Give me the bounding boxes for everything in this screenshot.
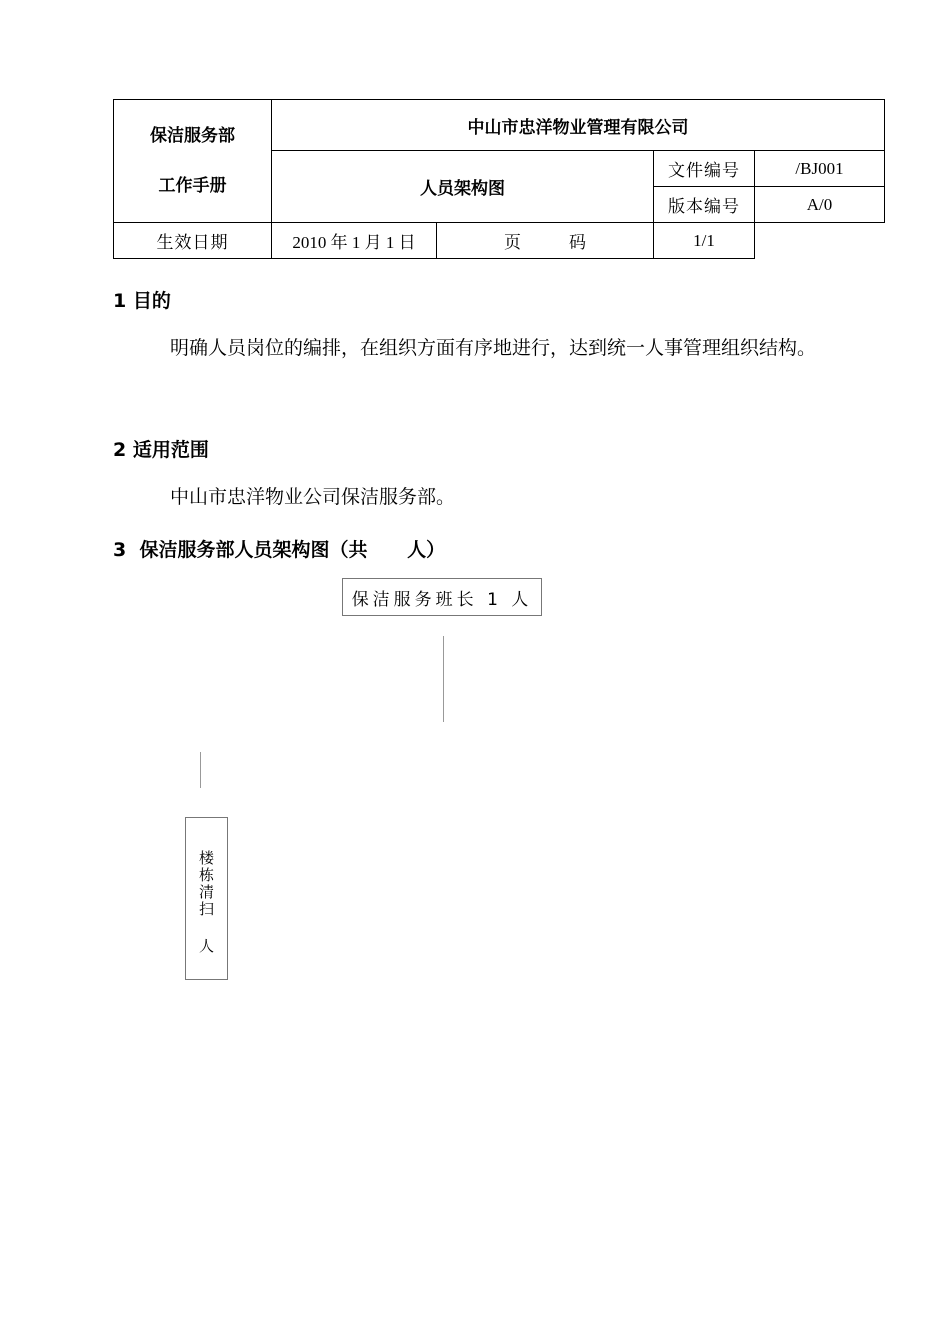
- effective-date-label: 生效日期: [114, 223, 272, 259]
- doc-number-label: 文件编号: [654, 151, 755, 187]
- section-1-body: 明确人员岗位的编排，在组织方面有序地进行，达到统一人事管理组织结构。: [170, 337, 817, 359]
- manual-name: 工作手册: [158, 176, 227, 195]
- page-label-char-2: 码: [569, 233, 586, 252]
- org-connector-branch: [200, 752, 201, 788]
- header-table: [113, 99, 885, 259]
- section-2-title: 2 适用范围: [113, 439, 209, 461]
- page-value: 1/1: [654, 223, 755, 259]
- effective-date-value: 2010 年 1 月 1 日: [272, 223, 437, 259]
- version-label: 版本编号: [654, 187, 755, 223]
- org-box-building-cleaning: 楼栋清扫 人: [185, 817, 228, 980]
- doc-number-value: /BJ001: [755, 151, 885, 187]
- department-name: 保洁服务部: [150, 126, 235, 145]
- page-label: [437, 223, 654, 259]
- org-box-team-leader: 保洁服务班长 1 人: [342, 578, 542, 616]
- document-title: 人员架构图: [272, 151, 654, 223]
- section-2-body: 中山市忠洋物业公司保洁服务部。: [170, 486, 456, 508]
- org-connector-main: [443, 636, 444, 722]
- page-label-char-1: 页: [504, 233, 521, 252]
- version-value: A/0: [755, 187, 885, 223]
- section-3-title: 3 保洁服务部人员架构图（共 人）: [113, 539, 446, 561]
- company-name: 中山市忠洋物业管理有限公司: [272, 100, 885, 151]
- department-cell: [114, 100, 272, 223]
- section-1-title: 1 目的: [113, 290, 171, 312]
